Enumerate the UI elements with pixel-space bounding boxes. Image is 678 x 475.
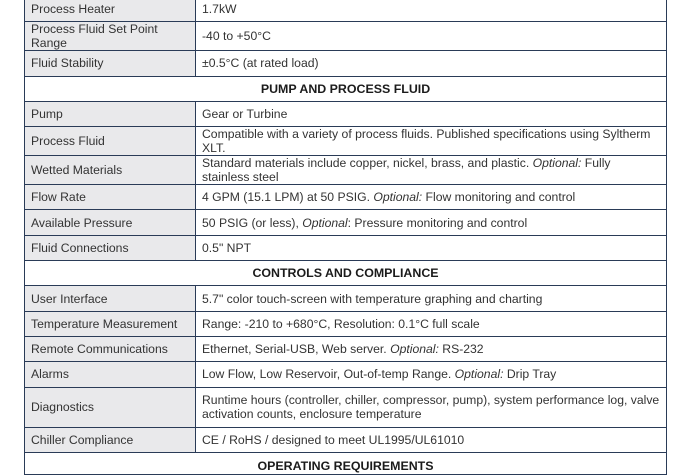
spec-table-body bbox=[25, 0, 667, 474]
spec-value-text: Drip Tray bbox=[503, 367, 557, 382]
spec-value bbox=[196, 0, 667, 22]
spec-value bbox=[196, 51, 667, 76]
spec-value bbox=[196, 336, 667, 361]
spec-value-text: Runtime hours (controller, chiller, compressor, pump), system performance log, valve activation counts, enclosure temperature bbox=[202, 393, 660, 422]
spec-value bbox=[196, 22, 667, 51]
spec-label: Fluid Stability bbox=[25, 51, 196, 76]
spec-value bbox=[196, 156, 667, 185]
spec-label: Process Fluid Set Point Range bbox=[25, 22, 196, 51]
spec-value-text: CE / RoHS / designed to meet UL1995/UL61010 bbox=[202, 432, 465, 447]
spec-table bbox=[24, 0, 667, 475]
spec-label: User Interface bbox=[25, 286, 196, 311]
section-title: PUMP AND PROCESS FLUID bbox=[25, 76, 667, 101]
spec-value-text: 1.7kW bbox=[202, 2, 237, 17]
spec-row bbox=[25, 185, 667, 210]
spec-value bbox=[196, 127, 667, 156]
spec-value-text: Compatible with a variety of process fluids. Published specifications using Syltherm XLT. bbox=[202, 127, 651, 156]
spec-value bbox=[196, 362, 667, 387]
spec-value-text: 5.7" color touch-screen with temperature graphing and charting bbox=[202, 291, 543, 306]
spec-value bbox=[196, 101, 667, 126]
spec-value-text: Fully stainless steel bbox=[202, 156, 611, 185]
spec-label: Remote Communications bbox=[25, 336, 196, 361]
spec-value-text: -40 to +50°C bbox=[202, 29, 271, 44]
spec-value-text: Low Flow, Low Reservoir, Out-of-temp Range. bbox=[202, 367, 455, 382]
spec-label: Fluid Connections bbox=[25, 235, 196, 260]
spec-value-text: Ethernet, Serial-USB, Web server. bbox=[202, 342, 391, 357]
spec-row bbox=[25, 235, 667, 260]
spec-value-text: 50 PSIG (or less), bbox=[202, 215, 303, 230]
spec-value-text: Gear or Turbine bbox=[202, 107, 288, 122]
optional-label: Optional: bbox=[532, 156, 582, 171]
spec-value-text: RS-232 bbox=[438, 342, 484, 357]
spec-row bbox=[25, 210, 667, 235]
spec-row bbox=[25, 286, 667, 311]
spec-label: Chiller Compliance bbox=[25, 427, 196, 452]
spec-value bbox=[196, 210, 667, 235]
spec-value bbox=[196, 427, 667, 452]
spec-value-text: Range: -210 to +680°C, Resolution: 0.1°C full scale bbox=[202, 316, 480, 331]
spec-label: Temperature Measurement bbox=[25, 311, 196, 336]
optional-label: Optional: bbox=[454, 367, 504, 382]
spec-row bbox=[25, 387, 667, 427]
spec-row bbox=[25, 427, 667, 452]
section-header-row bbox=[25, 261, 667, 286]
spec-row bbox=[25, 127, 667, 156]
spec-row bbox=[25, 156, 667, 185]
spec-value-text: ±0.5°C (at rated load) bbox=[202, 56, 319, 71]
spec-row bbox=[25, 101, 667, 126]
section-header-row bbox=[25, 452, 667, 474]
section-title: CONTROLS AND COMPLIANCE bbox=[25, 261, 667, 286]
spec-label: Flow Rate bbox=[25, 185, 196, 210]
spec-row bbox=[25, 336, 667, 361]
spec-label: Available Pressure bbox=[25, 210, 196, 235]
spec-label: Wetted Materials bbox=[25, 156, 196, 185]
spec-value-text: Flow monitoring and control bbox=[422, 190, 576, 205]
spec-label: Alarms bbox=[25, 362, 196, 387]
spec-row bbox=[25, 311, 667, 336]
spec-label: Process Heater bbox=[25, 0, 196, 22]
optional-label: Optional: bbox=[373, 190, 423, 205]
spec-value-text: : Pressure monitoring and control bbox=[347, 215, 528, 230]
spec-value bbox=[196, 311, 667, 336]
optional-label: Optional: bbox=[390, 342, 439, 357]
spec-value bbox=[196, 286, 667, 311]
spec-label: Diagnostics bbox=[25, 387, 196, 427]
spec-row bbox=[25, 22, 667, 51]
spec-value bbox=[196, 185, 667, 210]
optional-label: Optional bbox=[302, 215, 348, 230]
spec-row bbox=[25, 362, 667, 387]
spec-value-text: 0.5" NPT bbox=[202, 240, 252, 255]
spec-value bbox=[196, 235, 667, 260]
spec-value bbox=[196, 387, 667, 427]
spec-row bbox=[25, 51, 667, 76]
spec-value-text: 4 GPM (15.1 LPM) at 50 PSIG. bbox=[202, 190, 374, 205]
spec-row bbox=[25, 0, 667, 22]
section-title: OPERATING REQUIREMENTS bbox=[25, 452, 667, 474]
spec-label: Pump bbox=[25, 101, 196, 126]
spec-value-text: Standard materials include copper, nickel, brass, and plastic. bbox=[202, 156, 533, 171]
spec-label: Process Fluid bbox=[25, 127, 196, 156]
section-header-row bbox=[25, 76, 667, 101]
